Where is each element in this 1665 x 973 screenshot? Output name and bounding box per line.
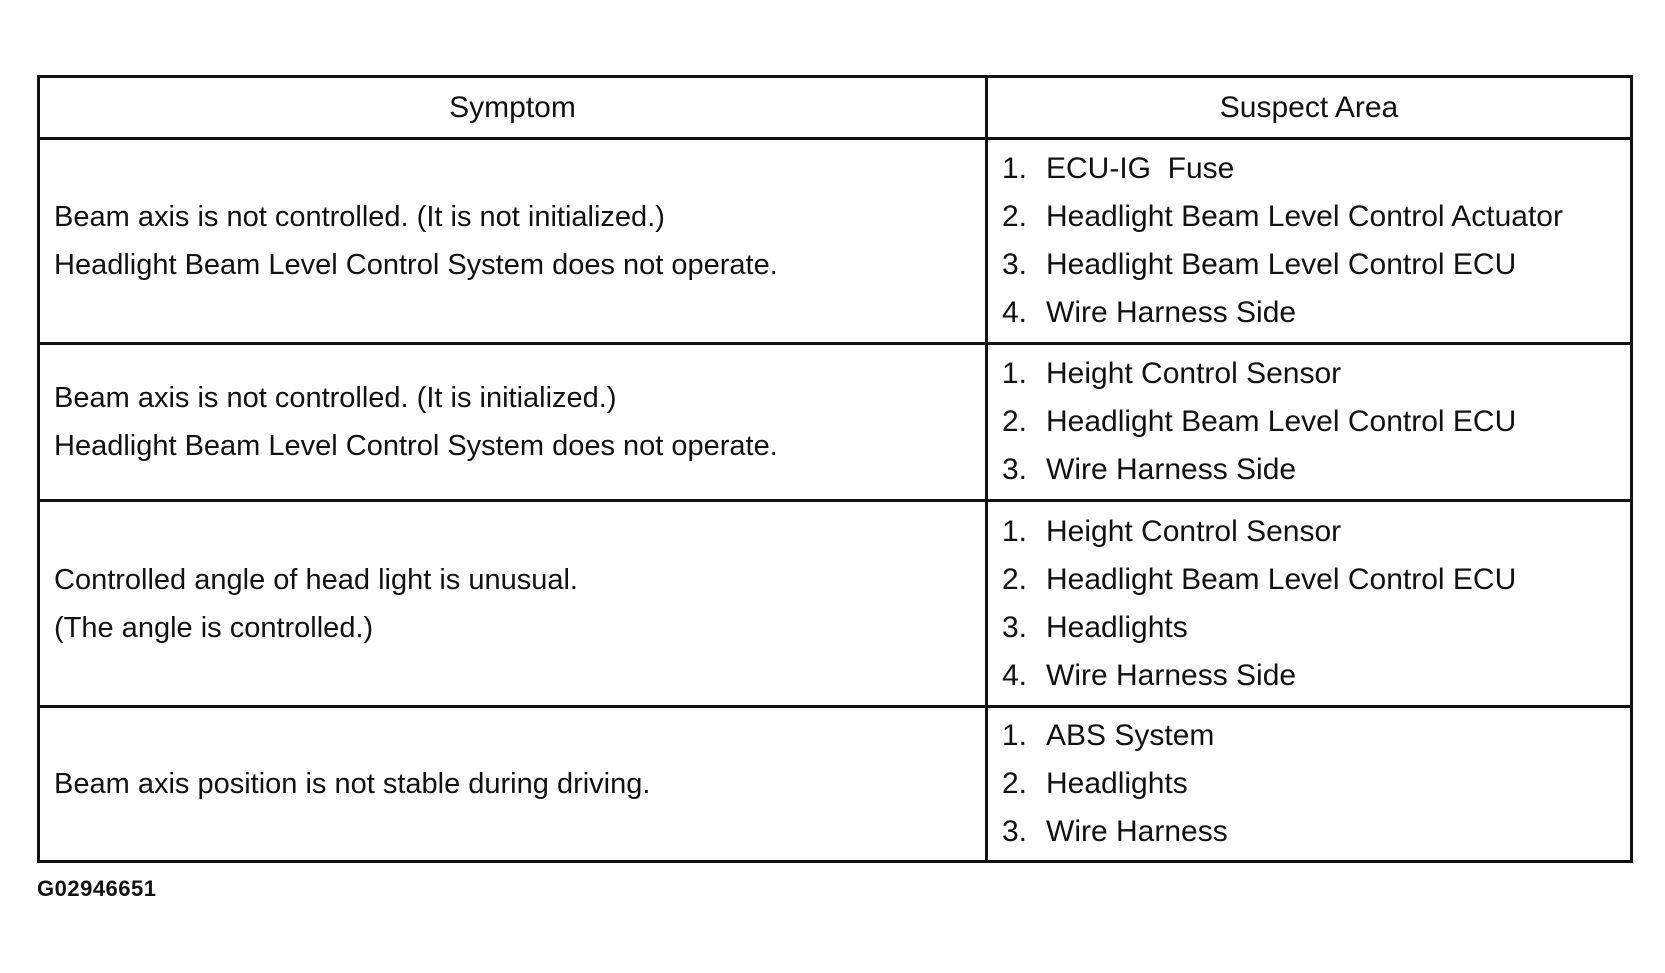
symptom-cell <box>39 344 987 501</box>
suspect-text: Headlights <box>1046 767 1188 800</box>
symptom-text: Beam axis is not controlled. (It is initialized.) <box>54 382 617 414</box>
suspect-text: Headlight Beam Level Control ECU <box>1046 248 1517 281</box>
list-item <box>1002 760 1630 808</box>
symptom-text: Beam axis is not controlled. (It is not initialized.) <box>54 201 665 233</box>
symptom-text: Headlight Beam Level Control System does not operate. <box>54 430 778 462</box>
suspect-text: Headlight Beam Level Control ECU <box>1046 562 1517 596</box>
list-item <box>1002 145 1630 193</box>
item-number: 2. <box>1002 200 1028 233</box>
symptom-text: Beam axis position is not stable during driving. <box>54 768 651 800</box>
list-item <box>1002 712 1630 760</box>
suspect-text: Height Control Sensor <box>1046 357 1342 390</box>
symptom-text: Headlight Beam Level Control System does not operate. <box>54 249 778 281</box>
figure-id: G02946651 <box>37 876 157 901</box>
item-number: 2. <box>1002 767 1028 800</box>
table-row <box>39 344 1632 501</box>
diagnosis-table <box>37 75 1633 863</box>
suspect-area-column-header: Suspect Area <box>987 77 1632 139</box>
suspect-area-cell <box>987 139 1632 344</box>
suspect-area-cell <box>987 344 1632 501</box>
suspect-text: Wire Harness Side <box>1046 658 1297 692</box>
item-number: 1. <box>1002 719 1028 752</box>
item-number: 1. <box>1002 514 1028 548</box>
list-item <box>1002 508 1630 556</box>
suspect-text: Headlights <box>1046 610 1188 644</box>
list-item <box>1002 398 1630 446</box>
list-item <box>1002 350 1630 398</box>
suspect-list <box>1002 712 1630 856</box>
suspect-text: Wire Harness <box>1046 815 1228 848</box>
item-number: 2. <box>1002 405 1028 438</box>
item-number: 4. <box>1002 658 1028 692</box>
table-row <box>39 139 1632 344</box>
symptom-text: Controlled angle of head light is unusual. <box>54 563 578 596</box>
symptom-column-header: Symptom <box>39 77 987 139</box>
list-item <box>1002 193 1630 241</box>
suspect-area-cell <box>987 707 1632 862</box>
list-item <box>1002 556 1630 604</box>
list-item <box>1002 241 1630 289</box>
symptom-cell <box>39 139 987 344</box>
suspect-text: Wire Harness Side <box>1046 453 1297 486</box>
list-item <box>1002 289 1630 337</box>
item-number: 2. <box>1002 562 1028 596</box>
list-item <box>1002 446 1630 494</box>
suspect-list <box>1002 145 1630 337</box>
suspect-text: Headlight Beam Level Control ECU <box>1046 405 1517 438</box>
item-number: 3. <box>1002 610 1028 644</box>
list-item <box>1002 604 1630 652</box>
table-row <box>39 707 1632 862</box>
suspect-list <box>1002 508 1630 700</box>
suspect-text: ABS System <box>1046 719 1215 752</box>
item-number: 3. <box>1002 815 1028 848</box>
item-number: 3. <box>1002 453 1028 486</box>
suspect-text: Headlight Beam Level Control Actuator <box>1046 200 1563 233</box>
suspect-text: Wire Harness Side <box>1046 296 1297 329</box>
table-row <box>39 501 1632 707</box>
item-number: 3. <box>1002 248 1028 281</box>
list-item <box>1002 652 1630 700</box>
suspect-area-cell <box>987 501 1632 707</box>
suspect-text: ECU-IG Fuse <box>1046 152 1235 185</box>
header-row <box>39 77 1632 139</box>
suspect-list <box>1002 350 1630 494</box>
symptom-cell <box>39 501 987 707</box>
item-number: 1. <box>1002 152 1028 185</box>
item-number: 1. <box>1002 357 1028 390</box>
suspect-text: Height Control Sensor <box>1046 514 1342 548</box>
symptom-text: (The angle is controlled.) <box>54 611 374 644</box>
symptom-cell <box>39 707 987 862</box>
list-item <box>1002 808 1630 856</box>
item-number: 4. <box>1002 296 1028 329</box>
